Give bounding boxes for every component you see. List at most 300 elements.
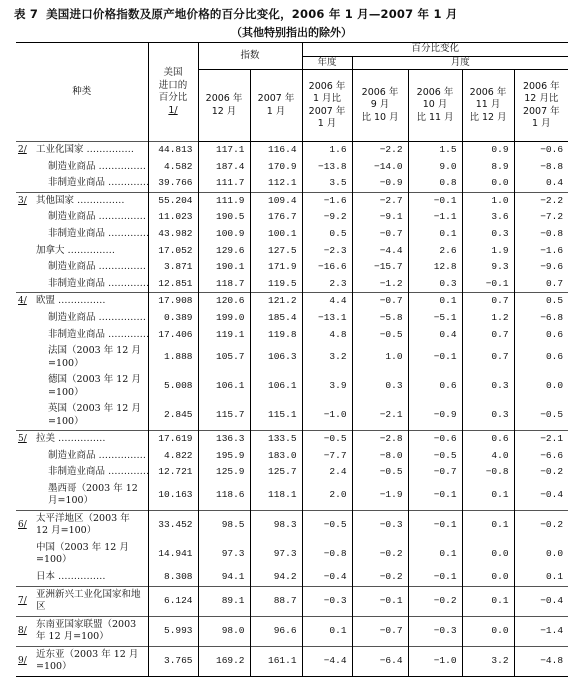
row-label: 制造业商品 …………… bbox=[34, 310, 148, 327]
header-line: 12 月 bbox=[211, 105, 237, 117]
change-oct-nov-cell: 9.0 bbox=[408, 159, 462, 176]
share-cell: 14.941 bbox=[148, 540, 198, 569]
row-label: 工业化国家 …………… bbox=[34, 142, 148, 159]
index-jan-cell: 125.7 bbox=[250, 464, 302, 481]
index-dec-cell: 120.6 bbox=[198, 293, 250, 310]
share-cell: 33.452 bbox=[148, 510, 198, 540]
header-annual-col bbox=[302, 70, 352, 142]
footnote-ref bbox=[16, 276, 34, 293]
change-dec-jan-cell: −0.8 bbox=[540, 227, 564, 239]
share-cell: 17.908 bbox=[148, 293, 198, 310]
row-label: 墨西哥（2003 年 12 月=100） bbox=[34, 481, 148, 511]
annual-change-cell: −1.0 bbox=[302, 401, 352, 431]
share-cell: 4.822 bbox=[148, 448, 198, 465]
table-title bbox=[14, 6, 458, 22]
index-jan-cell: 116.4 bbox=[250, 142, 302, 159]
annual-change-cell: 2.4 bbox=[302, 464, 352, 481]
change-dec-jan-cell: 0.6 bbox=[545, 351, 564, 363]
header-month-nov-dec bbox=[462, 70, 514, 142]
change-dec-jan-cell: −8.8 bbox=[540, 160, 564, 172]
change-nov-dec-cell: 0.3 bbox=[462, 401, 514, 431]
table-row bbox=[16, 481, 568, 511]
table-row bbox=[16, 431, 568, 448]
share-cell: 3.765 bbox=[148, 646, 198, 676]
change-oct-nov-cell: −0.1 bbox=[408, 343, 462, 372]
header-line: 比 12 月 bbox=[469, 111, 507, 123]
index-dec-cell: 89.1 bbox=[198, 586, 250, 616]
share-cell: 3.871 bbox=[148, 259, 198, 276]
index-dec-cell: 115.7 bbox=[198, 401, 250, 431]
share-cell: 5.008 bbox=[148, 372, 198, 401]
change-oct-nov-cell: −0.6 bbox=[408, 431, 462, 448]
header-line: 比 11 月 bbox=[416, 111, 454, 123]
change-nov-dec-cell: 0.1 bbox=[462, 586, 514, 616]
change-nov-dec-cell: 1.9 bbox=[462, 243, 514, 260]
footnote-ref bbox=[16, 159, 34, 176]
share-cell: 12.721 bbox=[148, 464, 198, 481]
footnote-ref bbox=[16, 540, 34, 569]
index-jan-cell: 171.9 bbox=[250, 259, 302, 276]
change-oct-nov-cell: −1.0 bbox=[408, 646, 462, 676]
annual-change-cell: −0.8 bbox=[302, 540, 352, 569]
share-cell: 6.124 bbox=[148, 586, 198, 616]
annual-change-cell: −2.3 bbox=[302, 243, 352, 260]
table-row bbox=[16, 372, 568, 401]
index-jan-cell: 97.3 bbox=[250, 540, 302, 569]
index-dec-cell: 100.9 bbox=[198, 226, 250, 243]
index-jan-cell: 106.3 bbox=[250, 343, 302, 372]
change-nov-dec-cell: 0.7 bbox=[462, 293, 514, 310]
change-dec-jan-cell: 0.0 bbox=[545, 380, 564, 392]
table-row bbox=[16, 510, 568, 540]
change-oct-nov-cell: −0.1 bbox=[408, 569, 462, 586]
index-dec-cell: 118.7 bbox=[198, 276, 250, 293]
annual-change-cell: −16.6 bbox=[302, 259, 352, 276]
footnote-ref bbox=[16, 226, 34, 243]
share-cell: 0.389 bbox=[148, 310, 198, 327]
change-sep-oct-cell: −15.7 bbox=[352, 259, 408, 276]
table-row bbox=[16, 142, 568, 159]
row-label: 制造业商品 …………… bbox=[34, 159, 148, 176]
share-cell: 1.888 bbox=[148, 343, 198, 372]
change-sep-oct-cell: −14.0 bbox=[352, 159, 408, 176]
annual-change-cell: 3.5 bbox=[302, 175, 352, 192]
change-dec-jan-cell: −0.4 bbox=[540, 489, 564, 501]
header-month-sep-oct bbox=[352, 70, 408, 142]
index-dec-cell: 190.1 bbox=[198, 259, 250, 276]
table-row bbox=[16, 616, 568, 646]
change-oct-nov-cell: 0.4 bbox=[408, 327, 462, 344]
row-label: 拉美 …………… bbox=[34, 431, 148, 448]
change-oct-nov-cell: 0.1 bbox=[408, 293, 462, 310]
change-dec-jan-cell: −0.2 bbox=[514, 510, 568, 540]
change-dec-jan-cell: −0.5 bbox=[540, 409, 564, 421]
header-line: 2006 年 bbox=[469, 86, 507, 98]
footnote-ref: 7/ bbox=[16, 586, 34, 616]
change-sep-oct-cell: −1.2 bbox=[352, 276, 408, 293]
change-dec-jan-cell: −6.8 bbox=[540, 311, 564, 323]
header-category: 种类 bbox=[16, 43, 148, 142]
header-monthly: 月度 bbox=[352, 56, 568, 70]
change-sep-oct-cell: −0.7 bbox=[352, 293, 408, 310]
change-oct-nov-cell: −5.1 bbox=[408, 310, 462, 327]
index-dec-cell: 111.7 bbox=[198, 175, 250, 192]
change-sep-oct-cell: −9.1 bbox=[352, 209, 408, 226]
row-label: 法国（2003 年 12 月=100） bbox=[34, 343, 148, 372]
table-subtitle: （其他特别指出的除外） bbox=[231, 26, 352, 39]
annual-change-cell: −13.8 bbox=[302, 159, 352, 176]
header-import-share-line: 百分比 bbox=[158, 92, 188, 103]
table-row bbox=[16, 175, 568, 192]
index-jan-cell: 96.6 bbox=[250, 616, 302, 646]
index-jan-cell: 119.8 bbox=[250, 327, 302, 344]
header-import-share-line: 1/ bbox=[168, 104, 178, 116]
change-oct-nov-cell: 0.6 bbox=[408, 372, 462, 401]
annual-change-cell: −1.6 bbox=[302, 192, 352, 209]
row-label: 非制造业商品 …………… bbox=[34, 226, 148, 243]
row-label: 加拿大 …………… bbox=[34, 243, 148, 260]
change-nov-dec-cell: 0.3 bbox=[462, 226, 514, 243]
change-sep-oct-cell: −0.9 bbox=[352, 175, 408, 192]
annual-change-cell: −9.2 bbox=[302, 209, 352, 226]
index-dec-cell: 129.6 bbox=[198, 243, 250, 260]
index-jan-cell: 170.9 bbox=[250, 159, 302, 176]
footnote-ref bbox=[16, 343, 34, 372]
index-dec-cell: 119.1 bbox=[198, 327, 250, 344]
header-line: 11 月 bbox=[475, 99, 501, 111]
header-annual: 年度 bbox=[302, 56, 352, 70]
share-cell: 2.845 bbox=[148, 401, 198, 431]
annual-change-cell: −7.7 bbox=[302, 448, 352, 465]
index-dec-cell: 195.9 bbox=[198, 448, 250, 465]
change-sep-oct-cell: −0.3 bbox=[352, 510, 408, 540]
row-label: 亚洲新兴工业化国家和地区 bbox=[34, 586, 148, 616]
footnote-ref: 8/ bbox=[16, 616, 34, 646]
change-dec-jan-cell: −1.6 bbox=[540, 244, 564, 256]
index-dec-cell: 199.0 bbox=[198, 310, 250, 327]
footnote-ref: 3/ bbox=[16, 192, 34, 209]
share-cell: 11.023 bbox=[148, 209, 198, 226]
table-row bbox=[16, 401, 568, 431]
change-dec-jan-cell: 0.4 bbox=[545, 177, 564, 189]
table-row bbox=[16, 259, 568, 276]
change-sep-oct-cell: −0.7 bbox=[352, 226, 408, 243]
header-month-oct-nov bbox=[408, 70, 462, 142]
header-line: 2007 年 bbox=[308, 105, 346, 117]
index-dec-cell: 94.1 bbox=[198, 569, 250, 586]
change-oct-nov-cell: 2.6 bbox=[408, 243, 462, 260]
change-dec-jan-cell: 0.5 bbox=[514, 293, 568, 310]
index-jan-cell: 127.5 bbox=[250, 243, 302, 260]
change-nov-dec-cell: 0.0 bbox=[462, 175, 514, 192]
row-label: 制造业商品 …………… bbox=[34, 209, 148, 226]
share-cell: 17.406 bbox=[148, 327, 198, 344]
change-oct-nov-cell: −1.1 bbox=[408, 209, 462, 226]
change-nov-dec-cell: 8.9 bbox=[462, 159, 514, 176]
annual-change-cell: −0.5 bbox=[302, 431, 352, 448]
header-import-share-line: 进口的 bbox=[158, 79, 188, 91]
header-line: 2007 年 bbox=[257, 93, 295, 104]
change-oct-nov-cell: −0.1 bbox=[408, 481, 462, 511]
row-label: 非制造业商品 …………… bbox=[34, 175, 148, 192]
change-dec-jan-cell: −0.2 bbox=[540, 466, 564, 478]
change-nov-dec-cell: 1.2 bbox=[462, 310, 514, 327]
table-row bbox=[16, 569, 568, 586]
change-sep-oct-cell: −4.4 bbox=[352, 243, 408, 260]
header-import-share bbox=[148, 43, 198, 142]
index-dec-cell: 190.5 bbox=[198, 209, 250, 226]
index-jan-cell: 185.4 bbox=[250, 310, 302, 327]
index-jan-cell: 161.1 bbox=[250, 646, 302, 676]
change-nov-dec-cell: 0.7 bbox=[462, 327, 514, 344]
index-jan-cell: 121.2 bbox=[250, 293, 302, 310]
index-jan-cell: 112.1 bbox=[250, 175, 302, 192]
table-row bbox=[16, 327, 568, 344]
share-cell: 12.851 bbox=[148, 276, 198, 293]
change-dec-jan-cell: −1.4 bbox=[514, 616, 568, 646]
change-nov-dec-cell: 0.3 bbox=[462, 372, 514, 401]
index-jan-cell: 98.3 bbox=[250, 510, 302, 540]
change-oct-nov-cell: −0.1 bbox=[408, 510, 462, 540]
annual-change-cell: −4.4 bbox=[302, 646, 352, 676]
change-nov-dec-cell: 4.0 bbox=[462, 448, 514, 465]
change-sep-oct-cell: −2.7 bbox=[352, 192, 408, 209]
table-row bbox=[16, 243, 568, 260]
change-oct-nov-cell: −0.7 bbox=[408, 464, 462, 481]
change-oct-nov-cell: −0.3 bbox=[408, 616, 462, 646]
index-jan-cell: 119.5 bbox=[250, 276, 302, 293]
index-dec-cell: 105.7 bbox=[198, 343, 250, 372]
footnote-ref: 6/ bbox=[16, 510, 34, 540]
index-jan-cell: 183.0 bbox=[250, 448, 302, 465]
change-dec-jan-cell: 0.7 bbox=[545, 277, 564, 289]
header-import-share-line: 美国 bbox=[163, 67, 183, 78]
header-line: 1 月 bbox=[317, 118, 337, 129]
table-row bbox=[16, 276, 568, 293]
index-jan-cell: 100.1 bbox=[250, 226, 302, 243]
change-oct-nov-cell: −0.5 bbox=[408, 448, 462, 465]
change-nov-dec-cell: 3.6 bbox=[462, 209, 514, 226]
table-row bbox=[16, 540, 568, 569]
change-dec-jan-cell: 0.0 bbox=[545, 548, 564, 560]
change-oct-nov-cell: 0.1 bbox=[408, 540, 462, 569]
footnote-ref: 4/ bbox=[16, 293, 34, 310]
index-jan-cell: 176.7 bbox=[250, 209, 302, 226]
header-line: 2006 年 bbox=[416, 86, 454, 98]
index-jan-cell: 118.1 bbox=[250, 481, 302, 511]
change-nov-dec-cell: 0.0 bbox=[462, 540, 514, 569]
change-sep-oct-cell: −2.1 bbox=[352, 401, 408, 431]
header-line: 12 月比 bbox=[524, 93, 559, 104]
header-line: 2006 年 bbox=[308, 80, 346, 92]
footnote-ref: 5/ bbox=[16, 431, 34, 448]
index-dec-cell: 98.5 bbox=[198, 510, 250, 540]
share-cell: 17.052 bbox=[148, 243, 198, 260]
change-nov-dec-cell: 9.3 bbox=[462, 259, 514, 276]
footnote-ref bbox=[16, 209, 34, 226]
index-jan-cell: 94.2 bbox=[250, 569, 302, 586]
table-number: 表 7 bbox=[14, 7, 39, 21]
share-cell: 17.619 bbox=[148, 431, 198, 448]
share-cell: 4.582 bbox=[148, 159, 198, 176]
change-nov-dec-cell: −0.1 bbox=[462, 276, 514, 293]
change-sep-oct-cell: 1.0 bbox=[352, 343, 408, 372]
footnote-ref bbox=[16, 175, 34, 192]
annual-change-cell: 2.3 bbox=[302, 276, 352, 293]
change-sep-oct-cell: −0.1 bbox=[352, 586, 408, 616]
row-label: 德国（2003 年 12 月=100） bbox=[34, 372, 148, 401]
change-sep-oct-cell: −0.5 bbox=[352, 327, 408, 344]
index-jan-cell: 88.7 bbox=[250, 586, 302, 616]
change-dec-jan-cell: −0.6 bbox=[514, 142, 568, 159]
row-label: 制造业商品 …………… bbox=[34, 448, 148, 465]
row-label: 制造业商品 …………… bbox=[34, 259, 148, 276]
header-line: 1 月比 bbox=[312, 93, 342, 104]
row-label: 东南亚国家联盟（2003 年 12 月=100） bbox=[34, 616, 148, 646]
change-sep-oct-cell: −6.4 bbox=[352, 646, 408, 676]
index-dec-cell: 136.3 bbox=[198, 431, 250, 448]
annual-change-cell: −0.4 bbox=[302, 569, 352, 586]
header-line: 10 月 bbox=[422, 99, 448, 111]
annual-change-cell: 3.2 bbox=[302, 343, 352, 372]
header-line: 9 月 bbox=[370, 99, 390, 111]
price-index-table bbox=[16, 42, 568, 677]
table-title-text: 美国进口价格指数及原产地价格的百分比变化，2006 年 1 月—2007 年 1 月 bbox=[46, 7, 458, 21]
row-label: 英国（2003 年 12 月=100） bbox=[34, 401, 148, 431]
annual-change-cell: 4.8 bbox=[302, 327, 352, 344]
annual-change-cell: −0.5 bbox=[302, 510, 352, 540]
row-label: 欧盟 …………… bbox=[34, 293, 148, 310]
change-oct-nov-cell: 12.8 bbox=[408, 259, 462, 276]
index-dec-cell: 117.1 bbox=[198, 142, 250, 159]
header-line: 比 10 月 bbox=[361, 111, 399, 123]
footnote-ref bbox=[16, 401, 34, 431]
index-dec-cell: 118.6 bbox=[198, 481, 250, 511]
table-row bbox=[16, 586, 568, 616]
row-label: 日本 …………… bbox=[34, 569, 148, 586]
change-nov-dec-cell: 3.2 bbox=[462, 646, 514, 676]
index-dec-cell: 187.4 bbox=[198, 159, 250, 176]
header-line: 2007 年 bbox=[522, 105, 560, 117]
change-dec-jan-cell: 0.6 bbox=[545, 328, 564, 340]
table-row bbox=[16, 209, 568, 226]
change-oct-nov-cell: −0.2 bbox=[408, 586, 462, 616]
change-dec-jan-cell: −7.2 bbox=[540, 211, 564, 223]
change-nov-dec-cell: 0.9 bbox=[462, 142, 514, 159]
index-dec-cell: 169.2 bbox=[198, 646, 250, 676]
table-row bbox=[16, 293, 568, 310]
change-sep-oct-cell: −2.8 bbox=[352, 431, 408, 448]
change-oct-nov-cell: −0.1 bbox=[408, 192, 462, 209]
annual-change-cell: −0.3 bbox=[302, 586, 352, 616]
change-sep-oct-cell: −0.2 bbox=[352, 540, 408, 569]
annual-change-cell: −13.1 bbox=[302, 310, 352, 327]
header-line: 2006 年 bbox=[522, 80, 560, 92]
footnote-ref bbox=[16, 310, 34, 327]
share-cell: 10.163 bbox=[148, 481, 198, 511]
change-dec-jan-cell: −6.6 bbox=[540, 449, 564, 461]
table-body bbox=[16, 142, 568, 677]
change-oct-nov-cell: 0.8 bbox=[408, 175, 462, 192]
share-cell: 5.993 bbox=[148, 616, 198, 646]
row-label: 非制造业商品 …………… bbox=[34, 276, 148, 293]
share-cell: 44.813 bbox=[148, 142, 198, 159]
annual-change-cell: 0.1 bbox=[302, 616, 352, 646]
index-dec-cell: 125.9 bbox=[198, 464, 250, 481]
annual-change-cell: 2.0 bbox=[302, 481, 352, 511]
footnote-ref bbox=[16, 481, 34, 511]
change-nov-dec-cell: 0.1 bbox=[462, 481, 514, 511]
index-dec-cell: 98.0 bbox=[198, 616, 250, 646]
change-dec-jan-cell: −4.8 bbox=[514, 646, 568, 676]
annual-change-cell: 4.4 bbox=[302, 293, 352, 310]
footnote-ref bbox=[16, 259, 34, 276]
share-cell: 8.308 bbox=[148, 569, 198, 586]
table-row bbox=[16, 343, 568, 372]
header-line: 1 月 bbox=[532, 118, 551, 129]
table-row bbox=[16, 226, 568, 243]
change-dec-jan-cell: −2.1 bbox=[514, 431, 568, 448]
row-label: 中国（2003 年 12 月=100） bbox=[34, 540, 148, 569]
index-dec-cell: 97.3 bbox=[198, 540, 250, 569]
change-sep-oct-cell: −0.2 bbox=[352, 569, 408, 586]
change-sep-oct-cell: −2.2 bbox=[352, 142, 408, 159]
change-sep-oct-cell: 0.3 bbox=[352, 372, 408, 401]
change-nov-dec-cell: −0.8 bbox=[462, 464, 514, 481]
change-oct-nov-cell: −0.9 bbox=[408, 401, 462, 431]
change-nov-dec-cell: 0.1 bbox=[462, 510, 514, 540]
change-oct-nov-cell: 1.5 bbox=[408, 142, 462, 159]
row-label: 近东亚（2003 年 12 月=100） bbox=[34, 646, 148, 676]
index-dec-cell: 106.1 bbox=[198, 372, 250, 401]
header-line: 1 月 bbox=[266, 105, 286, 117]
change-oct-nov-cell: 0.3 bbox=[408, 276, 462, 293]
footnote-ref bbox=[16, 372, 34, 401]
row-label: 其他国家 …………… bbox=[34, 192, 148, 209]
change-nov-dec-cell: 0.7 bbox=[462, 343, 514, 372]
header-index: 指数 bbox=[198, 43, 302, 70]
index-jan-cell: 106.1 bbox=[250, 372, 302, 401]
footnote-ref bbox=[16, 569, 34, 586]
header-index-dec-2006 bbox=[198, 70, 250, 142]
annual-change-cell: 3.9 bbox=[302, 372, 352, 401]
footnote-ref: 9/ bbox=[16, 646, 34, 676]
footnote-ref bbox=[16, 464, 34, 481]
header-month-dec-jan bbox=[514, 70, 568, 142]
index-jan-cell: 109.4 bbox=[250, 192, 302, 209]
table-row bbox=[16, 464, 568, 481]
header-pct-change: 百分比变化 bbox=[302, 43, 568, 57]
change-nov-dec-cell: 1.0 bbox=[462, 192, 514, 209]
change-sep-oct-cell: −8.0 bbox=[352, 448, 408, 465]
annual-change-cell: 0.5 bbox=[302, 226, 352, 243]
share-cell: 43.982 bbox=[148, 226, 198, 243]
footnote-ref bbox=[16, 448, 34, 465]
footnote-ref: 2/ bbox=[16, 142, 34, 159]
change-sep-oct-cell: −0.7 bbox=[352, 616, 408, 646]
change-nov-dec-cell: 0.0 bbox=[462, 616, 514, 646]
header-index-jan-2007 bbox=[250, 70, 302, 142]
row-label: 非制造业商品 …………… bbox=[34, 327, 148, 344]
change-dec-jan-cell: −9.6 bbox=[540, 261, 564, 273]
change-sep-oct-cell: −1.9 bbox=[352, 481, 408, 511]
share-cell: 39.766 bbox=[148, 175, 198, 192]
row-label: 太平洋地区（2003 年 12 月=100） bbox=[34, 510, 148, 540]
change-dec-jan-cell: 0.1 bbox=[545, 570, 564, 582]
table-row bbox=[16, 310, 568, 327]
share-cell: 55.204 bbox=[148, 192, 198, 209]
footnote-ref bbox=[16, 243, 34, 260]
